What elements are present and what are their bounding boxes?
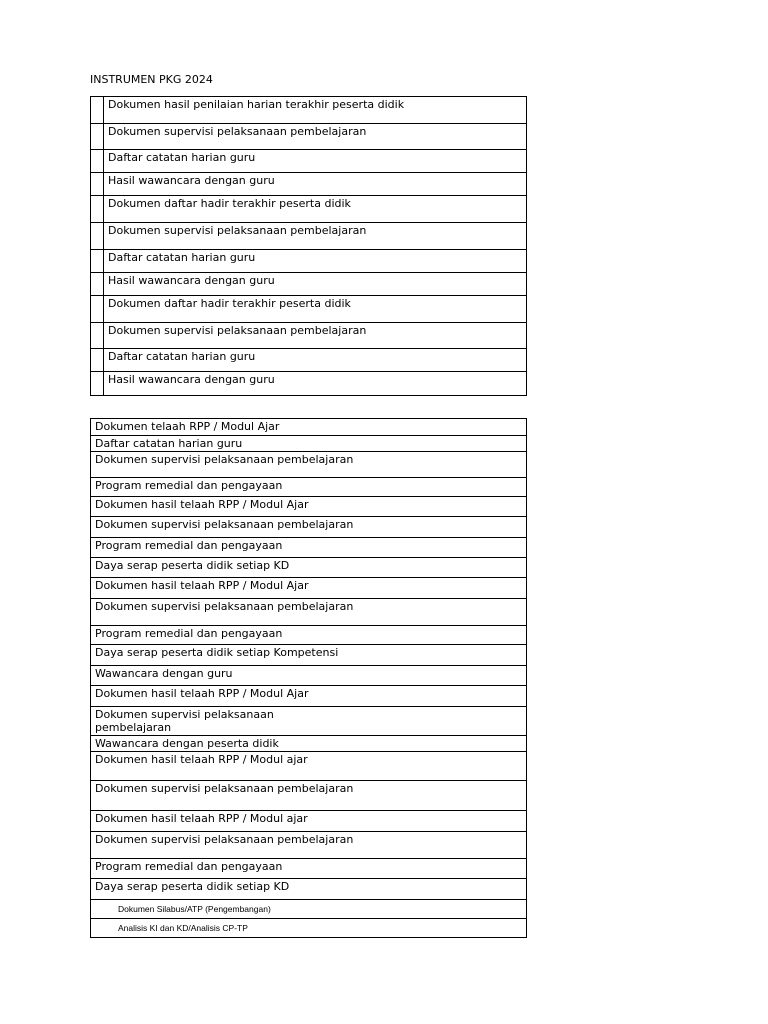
instrument-table-1	[90, 96, 527, 396]
table-row	[91, 736, 527, 752]
item-text: Dokumen supervisi pelaksanaan pembelajaran	[91, 517, 527, 538]
table-row	[91, 296, 527, 323]
item-text: Daftar catatan harian guru	[104, 150, 527, 173]
table-row	[91, 196, 527, 223]
table-row	[91, 666, 527, 686]
item-text: Daftar catatan harian guru	[104, 349, 527, 372]
item-text: Dokumen hasil telaah RPP / Modul Ajar	[91, 497, 527, 517]
table-row	[91, 273, 527, 296]
item-text: Dokumen supervisi pelaksanaan pembelajaran	[104, 124, 527, 150]
table-row	[91, 707, 527, 736]
table-row	[91, 599, 527, 626]
item-text: Program remedial dan pengayaan	[91, 859, 527, 879]
item-text: Dokumen supervisi pelaksanaan pembelajaran	[91, 599, 527, 626]
check-cell	[91, 124, 104, 150]
item-text: Dokumen hasil telaah RPP / Modul Ajar	[91, 686, 527, 707]
item-text: Analisis KI dan KD/Analisis CP-TP	[91, 919, 527, 938]
item-text: Dokumen hasil telaah RPP / Modul ajar	[91, 811, 527, 832]
item-text: Wawancara dengan peserta didik	[91, 736, 527, 752]
item-text: Hasil wawancara dengan guru	[104, 173, 527, 196]
item-text: Dokumen daftar hadir terakhir peserta didik	[104, 196, 527, 223]
item-text: Program remedial dan pengayaan	[91, 626, 527, 645]
item-text: Wawancara dengan guru	[91, 666, 527, 686]
check-cell	[91, 196, 104, 223]
table-row	[91, 538, 527, 558]
item-text: Hasil wawancara dengan guru	[104, 372, 527, 396]
table-row	[91, 781, 527, 811]
table-row	[91, 223, 527, 250]
item-text: Dokumen telaah RPP / Modul Ajar	[91, 419, 527, 436]
table-row	[91, 578, 527, 599]
item-text: Program remedial dan pengayaan	[91, 478, 527, 497]
item-text: Dokumen hasil penilaian harian terakhir peserta didik	[104, 97, 527, 124]
check-cell	[91, 296, 104, 323]
table-row	[91, 97, 527, 124]
item-text: Dokumen supervisi pelaksanaan pembelajaran	[104, 323, 527, 349]
table-row	[91, 879, 527, 900]
table-row	[91, 686, 527, 707]
table-row	[91, 124, 527, 150]
table-row	[91, 323, 527, 349]
check-cell	[91, 97, 104, 124]
table-row	[91, 419, 527, 436]
table-row	[91, 150, 527, 173]
table-row	[91, 372, 527, 396]
check-cell	[91, 372, 104, 396]
check-cell	[91, 349, 104, 372]
table-row	[91, 517, 527, 538]
item-text: Hasil wawancara dengan guru	[104, 273, 527, 296]
item-text: Dokumen supervisi pelaksanaan pembelajaran	[91, 452, 527, 478]
table-row	[91, 859, 527, 879]
item-text: Dokumen supervisi pelaksanaan pembelajaran	[91, 781, 527, 811]
item-text: Dokumen hasil telaah RPP / Modul ajar	[91, 752, 527, 781]
table-row	[91, 173, 527, 196]
table-row	[91, 645, 527, 666]
item-text: Dokumen daftar hadir terakhir peserta didik	[104, 296, 527, 323]
table-row	[91, 452, 527, 478]
check-cell	[91, 150, 104, 173]
check-cell	[91, 250, 104, 273]
document-title: INSTRUMEN PKG 2024	[90, 73, 213, 86]
item-text: Dokumen supervisi pelaksanaan pembelajaran	[91, 832, 527, 859]
table-row	[91, 900, 527, 919]
table-row	[91, 811, 527, 832]
check-cell	[91, 173, 104, 196]
item-text: Program remedial dan pengayaan	[91, 538, 527, 558]
table-row	[91, 558, 527, 578]
table-row	[91, 250, 527, 273]
check-cell	[91, 273, 104, 296]
table-row	[91, 497, 527, 517]
table-row	[91, 478, 527, 497]
check-cell	[91, 223, 104, 250]
table-row	[91, 349, 527, 372]
item-text: Dokumen supervisi pelaksanaan pembelajaran	[104, 223, 527, 250]
table-row	[91, 832, 527, 859]
item-text: Daftar catatan harian guru	[104, 250, 527, 273]
item-text: Dokumen supervisi pelaksanaan pembelajaran	[91, 707, 527, 736]
item-text: Daya serap peserta didik setiap KD	[91, 879, 527, 900]
table-row	[91, 436, 527, 452]
item-text: Daftar catatan harian guru	[91, 436, 527, 452]
table-row	[91, 919, 527, 938]
instrument-table-2	[90, 418, 527, 938]
item-text: Daya serap peserta didik setiap Kompetensi	[91, 645, 527, 666]
table-row	[91, 626, 527, 645]
check-cell	[91, 323, 104, 349]
item-text: Daya serap peserta didik setiap KD	[91, 558, 527, 578]
item-text: Dokumen Silabus/ATP (Pengembangan)	[91, 900, 527, 919]
item-text: Dokumen hasil telaah RPP / Modul Ajar	[91, 578, 527, 599]
table-row	[91, 752, 527, 781]
